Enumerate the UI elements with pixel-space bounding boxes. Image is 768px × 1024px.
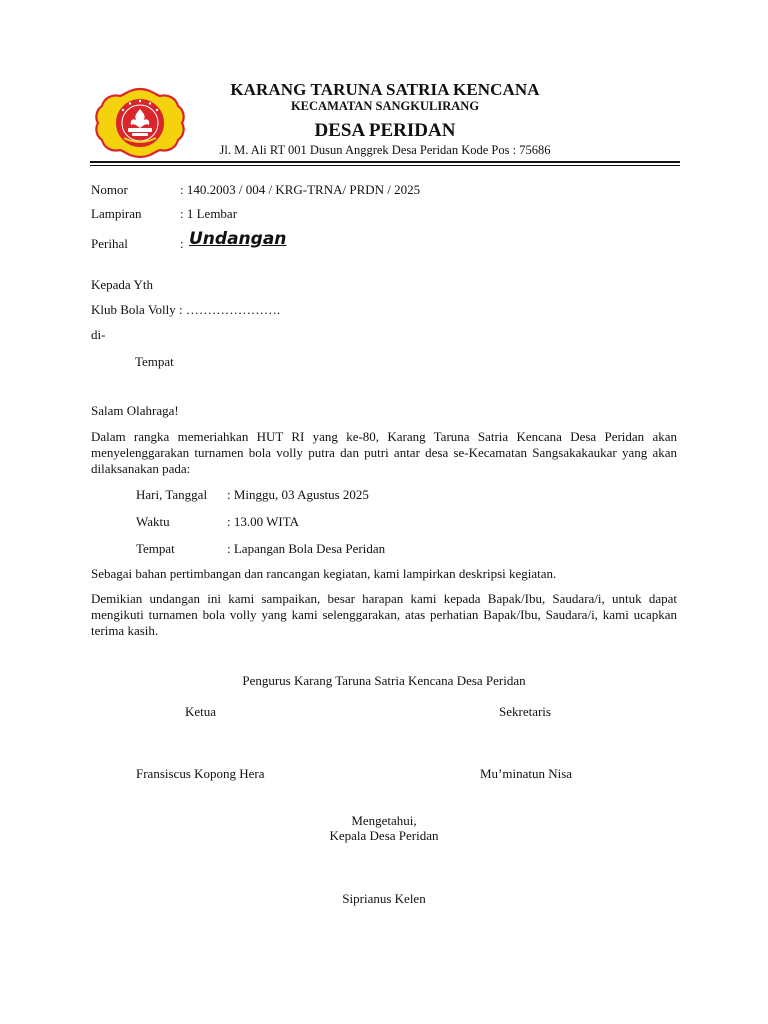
nomor-label: Nomor (91, 182, 128, 197)
perihal-colon: : (180, 236, 184, 251)
nomor-value: : 140.2003 / 004 / KRG-TRNA/ PRDN / 2025 (180, 182, 421, 197)
secretary-name: Mu’minatun Nisa (480, 766, 573, 781)
recipient-line-3: di- (91, 327, 106, 342)
detail-label-place: Tempat (136, 541, 175, 556)
detail-value-time: : 13.00 WITA (227, 514, 300, 529)
lampiran-value: : 1 Lembar (180, 206, 238, 221)
secretary-title: Sekretaris (499, 704, 551, 719)
detail-label-date: Hari, Tanggal (136, 487, 208, 502)
detail-value-date: : Minggu, 03 Agustus 2025 (227, 487, 369, 502)
chair-name: Fransiscus Kopong Hera (136, 766, 265, 781)
detail-value-place: : Lapangan Bola Desa Peridan (227, 541, 386, 556)
committee-title: Pengurus Karang Taruna Satria Kencana Desa Peridan (242, 673, 526, 688)
attachment-note: Sebagai bahan pertimbangan dan rancangan kegiatan, kami lampirkan deskripsi kegiatan. (91, 566, 557, 581)
intro-paragraph: Dalam rangka memeriahkan HUT RI yang ke-80, Karang Taruna Satria Kencana Desa Peridan akan menyelenggarakan turnamen bola volly putra dan putri antar desa se-Kecamatan Sangsakakaukar yang akan dilaksanakan pada: (91, 429, 677, 476)
karang-taruna-logo-icon (94, 86, 186, 160)
closing-paragraph: Demikian undangan ini kami sampaikan, besar harapan kami kepada Bapak/Ibu, Saudara/i, untuk dapat mengikuti turnamen bola volly yang kami selenggarakan, atas perhatian Bapak/Ibu, Saudara/i, kami ucapkan terima kasih. (91, 591, 677, 638)
village-head-title: Kepala Desa Peridan (329, 828, 439, 843)
detail-label-time: Waktu (136, 514, 170, 529)
header-divider-thick (90, 161, 680, 163)
address-line: Jl. M. Ali RT 001 Dusun Anggrek Desa Peridan Kode Pos : 75686 (219, 143, 551, 157)
chair-title: Ketua (185, 704, 217, 719)
perihal-label: Perihal (91, 236, 128, 251)
header-divider-thin (90, 165, 680, 166)
recipient-line-1: Kepada Yth (91, 277, 153, 292)
lampiran-label: Lampiran (91, 206, 142, 221)
greeting: Salam Olahraga! (91, 403, 179, 418)
kecamatan-name: KECAMATAN SANGKULIRANG (290, 99, 480, 113)
recipient-line-4: Tempat (135, 354, 174, 369)
acknowledged-label: Mengetahui, (351, 813, 417, 828)
village-head-name: Siprianus Kelen (342, 891, 426, 906)
organization-name: KARANG TARUNA SATRIA KENCANA (230, 80, 540, 99)
desa-name: DESA PERIDAN (314, 120, 456, 141)
perihal-value: Undangan (189, 229, 287, 249)
recipient-line-2: Klub Bola Volly : …………………. (91, 302, 281, 317)
